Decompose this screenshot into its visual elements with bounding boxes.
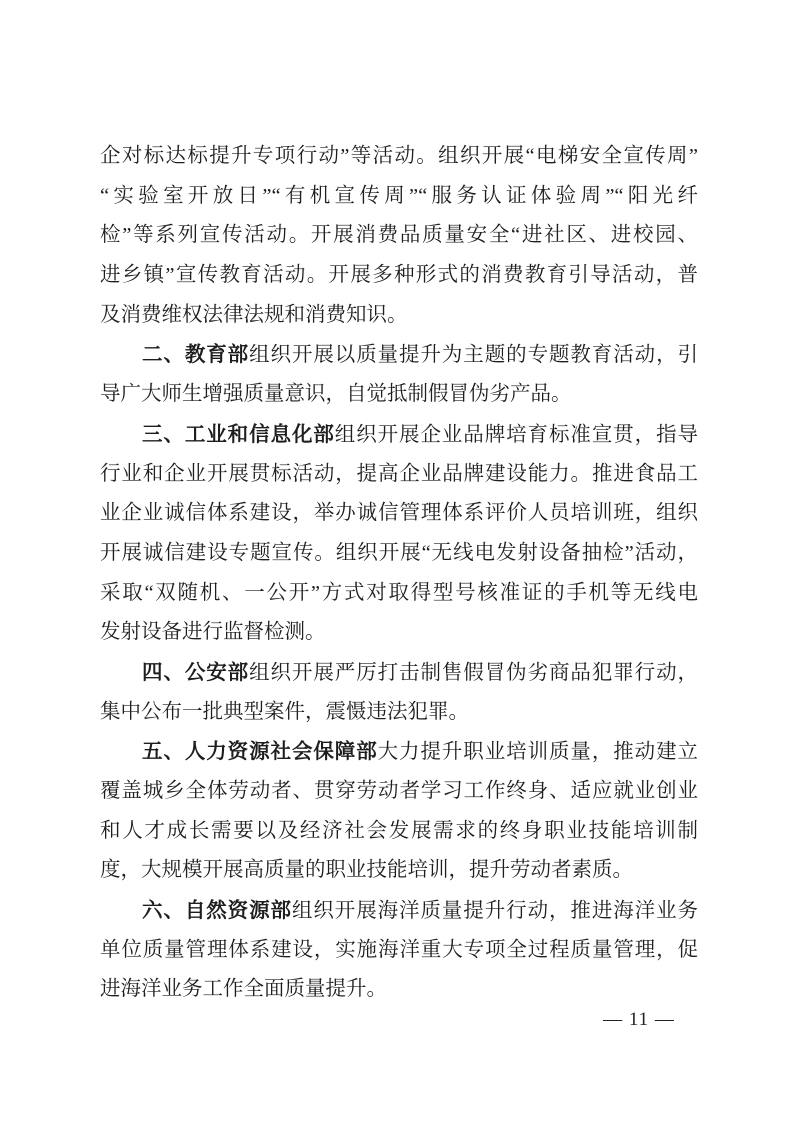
text-line [100, 693, 698, 733]
text-segment: 组织开展海洋质量提升行动，推进海洋业务 [291, 900, 699, 923]
text-line [100, 335, 698, 375]
ministry-name: 二、教育部 [142, 343, 250, 367]
text-segment: 开展诚信建设专题宣传。组织开展“无线电发射设备抽检”活动， [100, 541, 698, 564]
text-segment: 组织开展严厉打击制售假冒伪劣商品犯罪行动， [249, 661, 699, 684]
text-segment: 和人才成长需要以及经济社会发展需求的终身职业技能培训制 [100, 819, 698, 842]
text-line [100, 534, 698, 574]
text-line [100, 455, 698, 495]
text-segment: 业企业诚信体系建设，举办诚信管理体系评价人员培训班，组织 [100, 502, 698, 525]
text-line [100, 851, 698, 891]
text-line [100, 891, 698, 931]
text-line [100, 137, 698, 177]
text-line [100, 177, 698, 217]
text-segment: “实验室开放日”“有机宣传周”“服务认证体验周”“阳光纤 [100, 184, 698, 207]
text-segment: 检”等系列宣传活动。开展消费品质量安全“进社区、进校园、 [100, 224, 698, 247]
text-line [100, 653, 698, 693]
text-segment: 组织开展以质量提升为主题的专题教育活动，引 [249, 344, 699, 367]
text-segment: 度，大规模开展高质量的职业技能培训，提升劳动者素质。 [100, 859, 633, 882]
page-number: — 11 — [603, 1009, 675, 1030]
text-line [100, 256, 698, 296]
text-segment: 覆盖城乡全体劳动者、贯穿劳动者学习工作终身、适应就业创业 [100, 780, 698, 802]
ministry-name: 三、工业和信息化部 [142, 422, 335, 446]
text-line [100, 732, 698, 772]
text-segment: 大力提升职业培训质量，推动建立 [377, 741, 699, 764]
ministry-name: 四、公安部 [142, 660, 250, 684]
text-segment: 导广大师生增强质量意识，自觉抵制假冒伪劣产品。 [100, 383, 572, 406]
ministry-name: 五、人力资源社会保障部 [142, 740, 378, 764]
text-segment: 采取“双随机、一公开”方式对取得型号核准证的手机等无线电 [100, 581, 698, 604]
text-line [100, 931, 698, 971]
text-segment: 进海洋业务工作全面质量提升。 [100, 978, 387, 1001]
text-line [100, 613, 698, 653]
text-segment: 及消费维权法律法规和消费知识。 [100, 303, 408, 326]
text-segment: 企对标达标提升专项行动”等活动。组织开展“电梯安全宣传周” [100, 145, 698, 167]
text-segment: 行业和企业开展贯标活动，提高企业品牌建设能力。推进食品工 [100, 462, 698, 485]
text-segment: 进乡镇”宣传教育活动。开展多种形式的消费教育引导活动，普 [100, 264, 698, 287]
text-line [100, 970, 698, 1010]
text-segment: 发射设备进行监督检测。 [100, 621, 326, 644]
text-line [100, 375, 698, 415]
ministry-name: 六、自然资源部 [142, 899, 292, 923]
text-line [100, 812, 698, 852]
text-segment: 集中公布一批典型案件，震慑违法犯罪。 [100, 700, 469, 723]
document-body [100, 137, 698, 1010]
text-line [100, 415, 698, 455]
text-segment: 单位质量管理体系建设，实施海洋重大专项全过程质量管理，促 [100, 938, 698, 961]
text-line [100, 296, 698, 336]
text-line [100, 574, 698, 614]
text-line [100, 494, 698, 534]
text-segment: 组织开展企业品牌培育标准宣贯，指导 [334, 423, 699, 446]
text-line [100, 772, 698, 812]
text-line [100, 216, 698, 256]
